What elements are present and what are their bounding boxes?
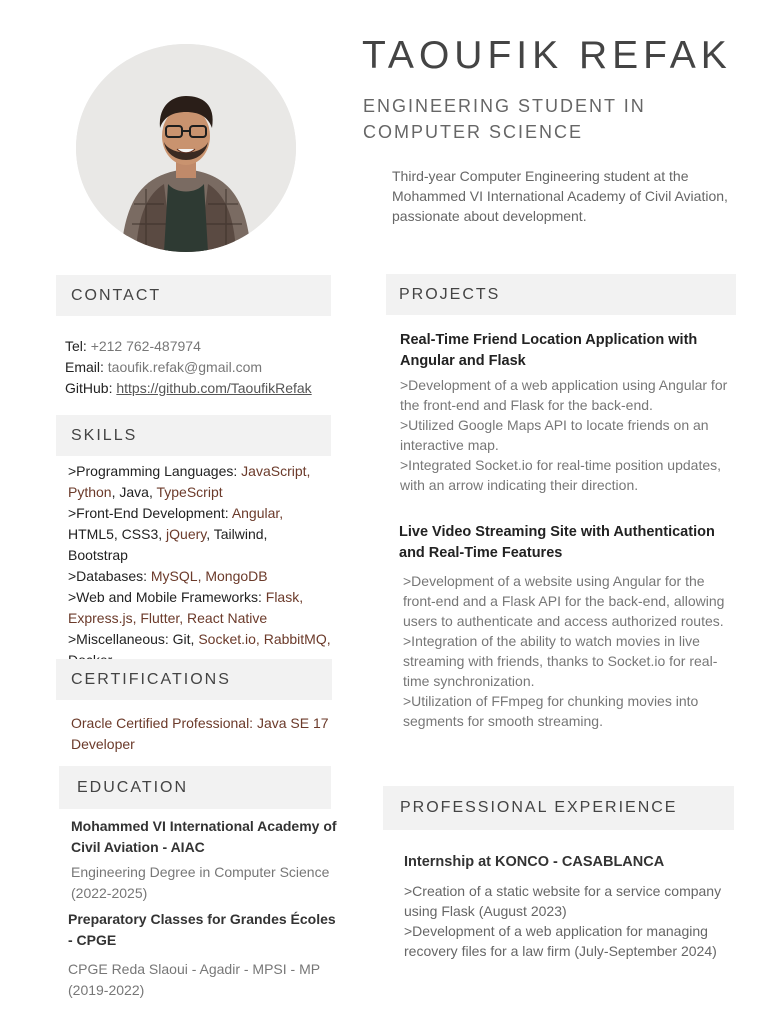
project-item [400,330,740,495]
skill-technology: Socket.io, RabbitMQ, [198,631,331,647]
skill-technology: JavaScript, [241,463,311,479]
project-description: >Development of a website using Angular for the front-end and a Flask API for the back-end, allowing users to authenticate and access authorized routes. >Integration of the ability to watch movies in live streaming with friends, thanks to Socket.io for real-time synchronization. >Utilization of FFmpeg for chunking movies into segments for smooth streaming. [403,573,725,729]
contact-email [65,357,355,378]
skill-technology: Python [68,484,112,500]
section-title: PROJECTS [399,285,501,303]
skill-technology: TypeScript [156,484,223,500]
github-link[interactable]: https://github.com/TaoufikRefak [116,380,312,396]
skill-line [68,629,348,650]
section-header-contact [56,275,331,316]
section-header-education [59,766,331,809]
portrait-illustration [76,44,296,252]
education-item [71,816,341,904]
skill-technology: MySQL, MongoDB [150,568,268,584]
section-header-projects [386,274,736,315]
section-header-skills [56,415,331,456]
candidate-name: TAOUFIK REFAK [362,34,732,77]
phone-value: +212 762-487974 [90,338,201,354]
skill-line [68,461,348,482]
skill-text: HTML5, CSS3, [68,526,167,542]
skill-line [68,482,348,503]
email-value: taoufik.refak@gmail.com [107,359,263,375]
profile-photo [76,44,296,252]
education-school: Preparatory Classes for Grandes Écoles - CPGE [68,911,336,948]
experience-item [404,852,724,961]
education-item [68,909,338,1001]
github-label: GitHub: [65,380,113,396]
experience-title: Internship at KONCO - CASABLANCA [404,854,665,870]
skill-text: >Web and Mobile Frameworks: [68,589,266,605]
section-title: CERTIFICATIONS [71,670,231,688]
skill-text: , Tailwind, [206,526,268,542]
education-detail: Engineering Degree in Computer Science (2022-2025) [71,864,330,901]
skill-line [68,524,348,545]
skill-line [68,566,348,587]
education-school: Mohammed VI International Academy of Civil Aviation - AIAC [71,818,337,855]
project-title: Live Video Streaming Site with Authentication and Real-Time Features [399,524,715,561]
project-description: >Development of a web application using Angular for the front-end and Flask for the back-end. >Utilized Google Maps API to locate friends on an interactive map. >Integrated Socket.io for real-time position updates, with an arrow indicating their direction. [400,377,728,493]
skill-technology: Flask, [265,589,304,605]
experience-description: >Creation of a static website for a service company using Flask (August 2023) >Development of a web application for managing recovery files for a law firm (July-September 2024) [404,883,722,959]
skill-text: >Miscellaneous: Git, [68,631,199,647]
section-header-experience [383,786,734,830]
skill-line [68,587,348,608]
section-title: CONTACT [71,286,162,304]
skill-text: >Programming Languages: [68,463,242,479]
skill-text: >Databases: [68,568,151,584]
certification-item: Oracle Certified Professional: Java SE 17 Developer [71,715,329,752]
skill-line [68,608,348,629]
skill-line [68,503,348,524]
contact-github [65,378,355,399]
skill-text: Bootstrap [68,547,128,563]
contact-block [65,336,355,399]
project-item [399,522,739,731]
skill-line [68,545,348,566]
skill-text: , Java, [111,484,157,500]
profile-summary: Third-year Computer Engineering student at the Mohammed VI International Academy of Civil Aviation, passionate about development. [392,168,728,224]
section-title: SKILLS [71,426,138,444]
education-detail: CPGE Reda Slaoui - Agadir - MPSI - MP (2019-2022) [68,961,320,998]
phone-label: Tel: [65,338,87,354]
skill-technology: Angular, [231,505,284,521]
candidate-role: ENGINEERING STUDENT IN COMPUTER SCIENCE [363,96,646,142]
email-label: Email: [65,359,104,375]
section-title: PROFESSIONAL EXPERIENCE [400,799,678,816]
skill-technology: jQuery [166,526,207,542]
skill-technology: Express.js, Flutter, React Native [68,610,268,626]
section-title: EDUCATION [77,778,189,796]
skill-text: >Front-End Development: [68,505,232,521]
project-title: Real-Time Friend Location Application with Angular and Flask [400,332,698,369]
skills-list [68,461,348,671]
section-header-certifications [56,659,332,700]
contact-phone [65,336,355,357]
